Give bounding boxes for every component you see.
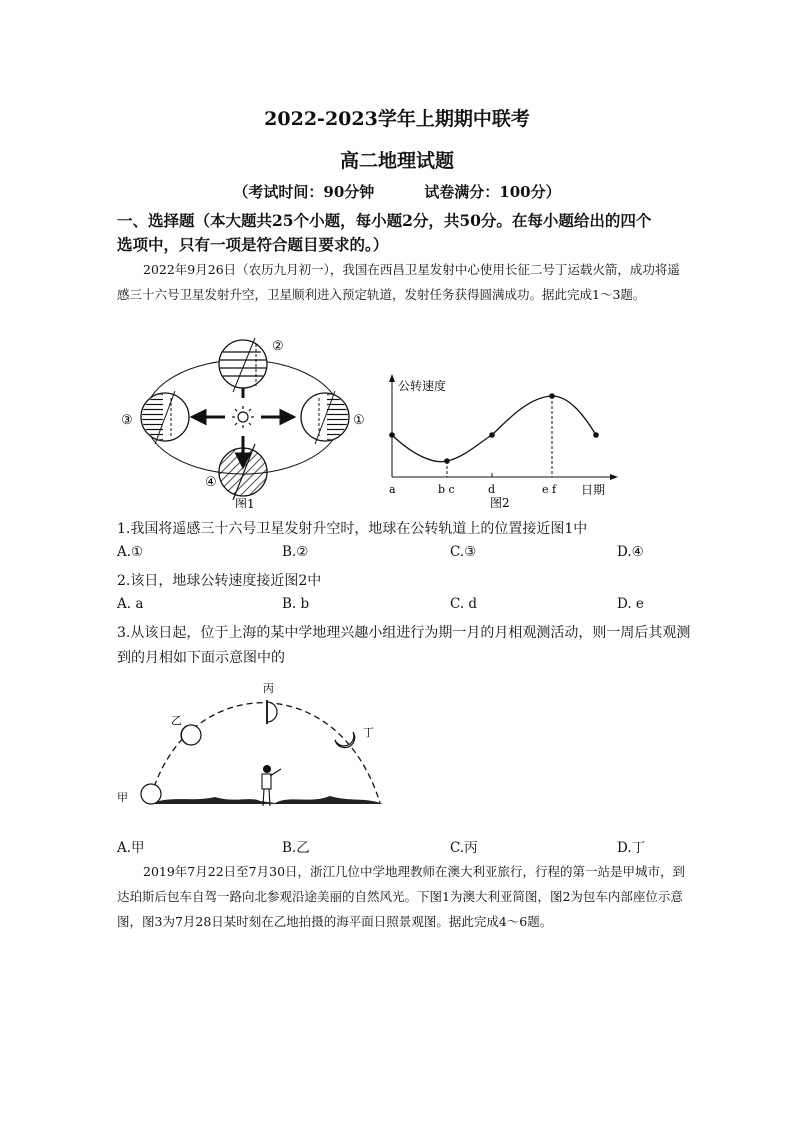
- tick-a: a: [389, 483, 396, 496]
- q2-option-b[interactable]: B. b: [282, 596, 310, 612]
- sun-icon: [232, 406, 254, 428]
- point-a: [389, 432, 395, 438]
- question-3-line1: 3.从该日起，位于上海的某中学地理兴趣小组进行为期一月的月相观测活动，则一周后其观测: [117, 625, 691, 641]
- question-2: 2.该日，地球公转速度接近图2中: [117, 573, 322, 589]
- point-end: [593, 432, 599, 438]
- moon-bing: [267, 700, 277, 724]
- full-score: 试卷满分：100分）: [424, 183, 561, 201]
- tick-d: d: [488, 483, 496, 496]
- label-bing: 丙: [263, 682, 274, 695]
- exam-subtitle: 高二地理试题: [339, 150, 454, 172]
- speed-curve: [392, 396, 596, 462]
- earth-position-4: [219, 444, 267, 500]
- exam-time: （考试时间：90分钟: [233, 183, 375, 201]
- q2-option-a[interactable]: A. a: [117, 596, 144, 612]
- q1-option-c[interactable]: C.③: [450, 544, 477, 560]
- orbit-figure: [115, 332, 380, 508]
- moon-jia: [141, 784, 161, 804]
- q2-option-d[interactable]: D. e: [617, 596, 644, 612]
- exam-title: 2022-2023学年上期期中联考: [264, 108, 530, 130]
- observer-figure: [262, 766, 281, 807]
- point-d: [489, 432, 495, 438]
- label-2: ②: [272, 339, 284, 354]
- q2-option-c[interactable]: C. d: [450, 596, 478, 612]
- q3-option-a[interactable]: A.甲: [117, 840, 145, 856]
- exam-meta: [0, 181, 794, 202]
- figure2-caption: 图2: [490, 496, 510, 508]
- q1-option-d[interactable]: D.④: [617, 544, 644, 560]
- q1-option-b[interactable]: B.②: [282, 544, 309, 560]
- x-axis-label: 日期: [581, 483, 606, 497]
- q3-option-b[interactable]: B.乙: [282, 840, 310, 856]
- label-yi: 乙: [171, 714, 182, 727]
- earth-position-2: [219, 338, 279, 392]
- label-3: ③: [121, 413, 133, 428]
- label-jia: 甲: [117, 791, 128, 804]
- q3-option-d[interactable]: D.丁: [617, 840, 646, 856]
- q3-option-c[interactable]: C.丙: [450, 840, 478, 856]
- point-c: [444, 458, 450, 464]
- label-1: ①: [353, 413, 365, 428]
- material-2: 2019年7月22日至7月30日，浙江几位中学地理教师在澳大利亚旅行，行程的第一站是甲城市，到达珀斯后包车自驾一路向北参观沿途美丽的自然风光。下图1为澳大利亚简图，图2为包车内部座位示意图，图3为7月28日某时刻在乙地拍摄的海平面日照景观图。据此完成4～6题。: [117, 864, 686, 929]
- question-1: 1.我国将遥感三十六号卫星发射升空时，地球在公转轨道上的位置接近图1中: [117, 521, 588, 537]
- label-ding: 丁: [363, 726, 374, 739]
- moon-ding: [335, 732, 355, 748]
- material-1: 2022年9月26日（农历九月初一），我国在西昌卫星发射中心使用长征二号丁运载火箭，成功将遥感三十六号卫星发射升空，卫星顺利进入预定轨道，发射任务获得圆满成功。据此完成1～3题。: [117, 262, 680, 302]
- speed-chart: [380, 372, 642, 508]
- tick-bc: b c: [438, 483, 455, 496]
- earth-position-1: [301, 391, 349, 444]
- q1-option-a[interactable]: A.①: [117, 544, 144, 560]
- moon-phase-figure: [115, 678, 390, 823]
- question-3-line2: 到的月相如下面示意图中的: [117, 650, 285, 666]
- moon-yi: [181, 725, 201, 745]
- section-heading-line2: 选项中，只有一项是符合题目要求的。）: [117, 235, 389, 254]
- label-4: ④: [205, 475, 217, 490]
- point-f: [549, 393, 555, 399]
- section-heading-line1: 一、选择题（本大题共25个小题，每小题2分，共50分。在每小题给出的四个: [117, 211, 652, 230]
- tick-ef: e f: [542, 483, 557, 496]
- earth-position-3: [141, 391, 189, 444]
- figure1-caption: 图1: [235, 497, 255, 508]
- y-axis-label: 公转速度: [398, 379, 447, 393]
